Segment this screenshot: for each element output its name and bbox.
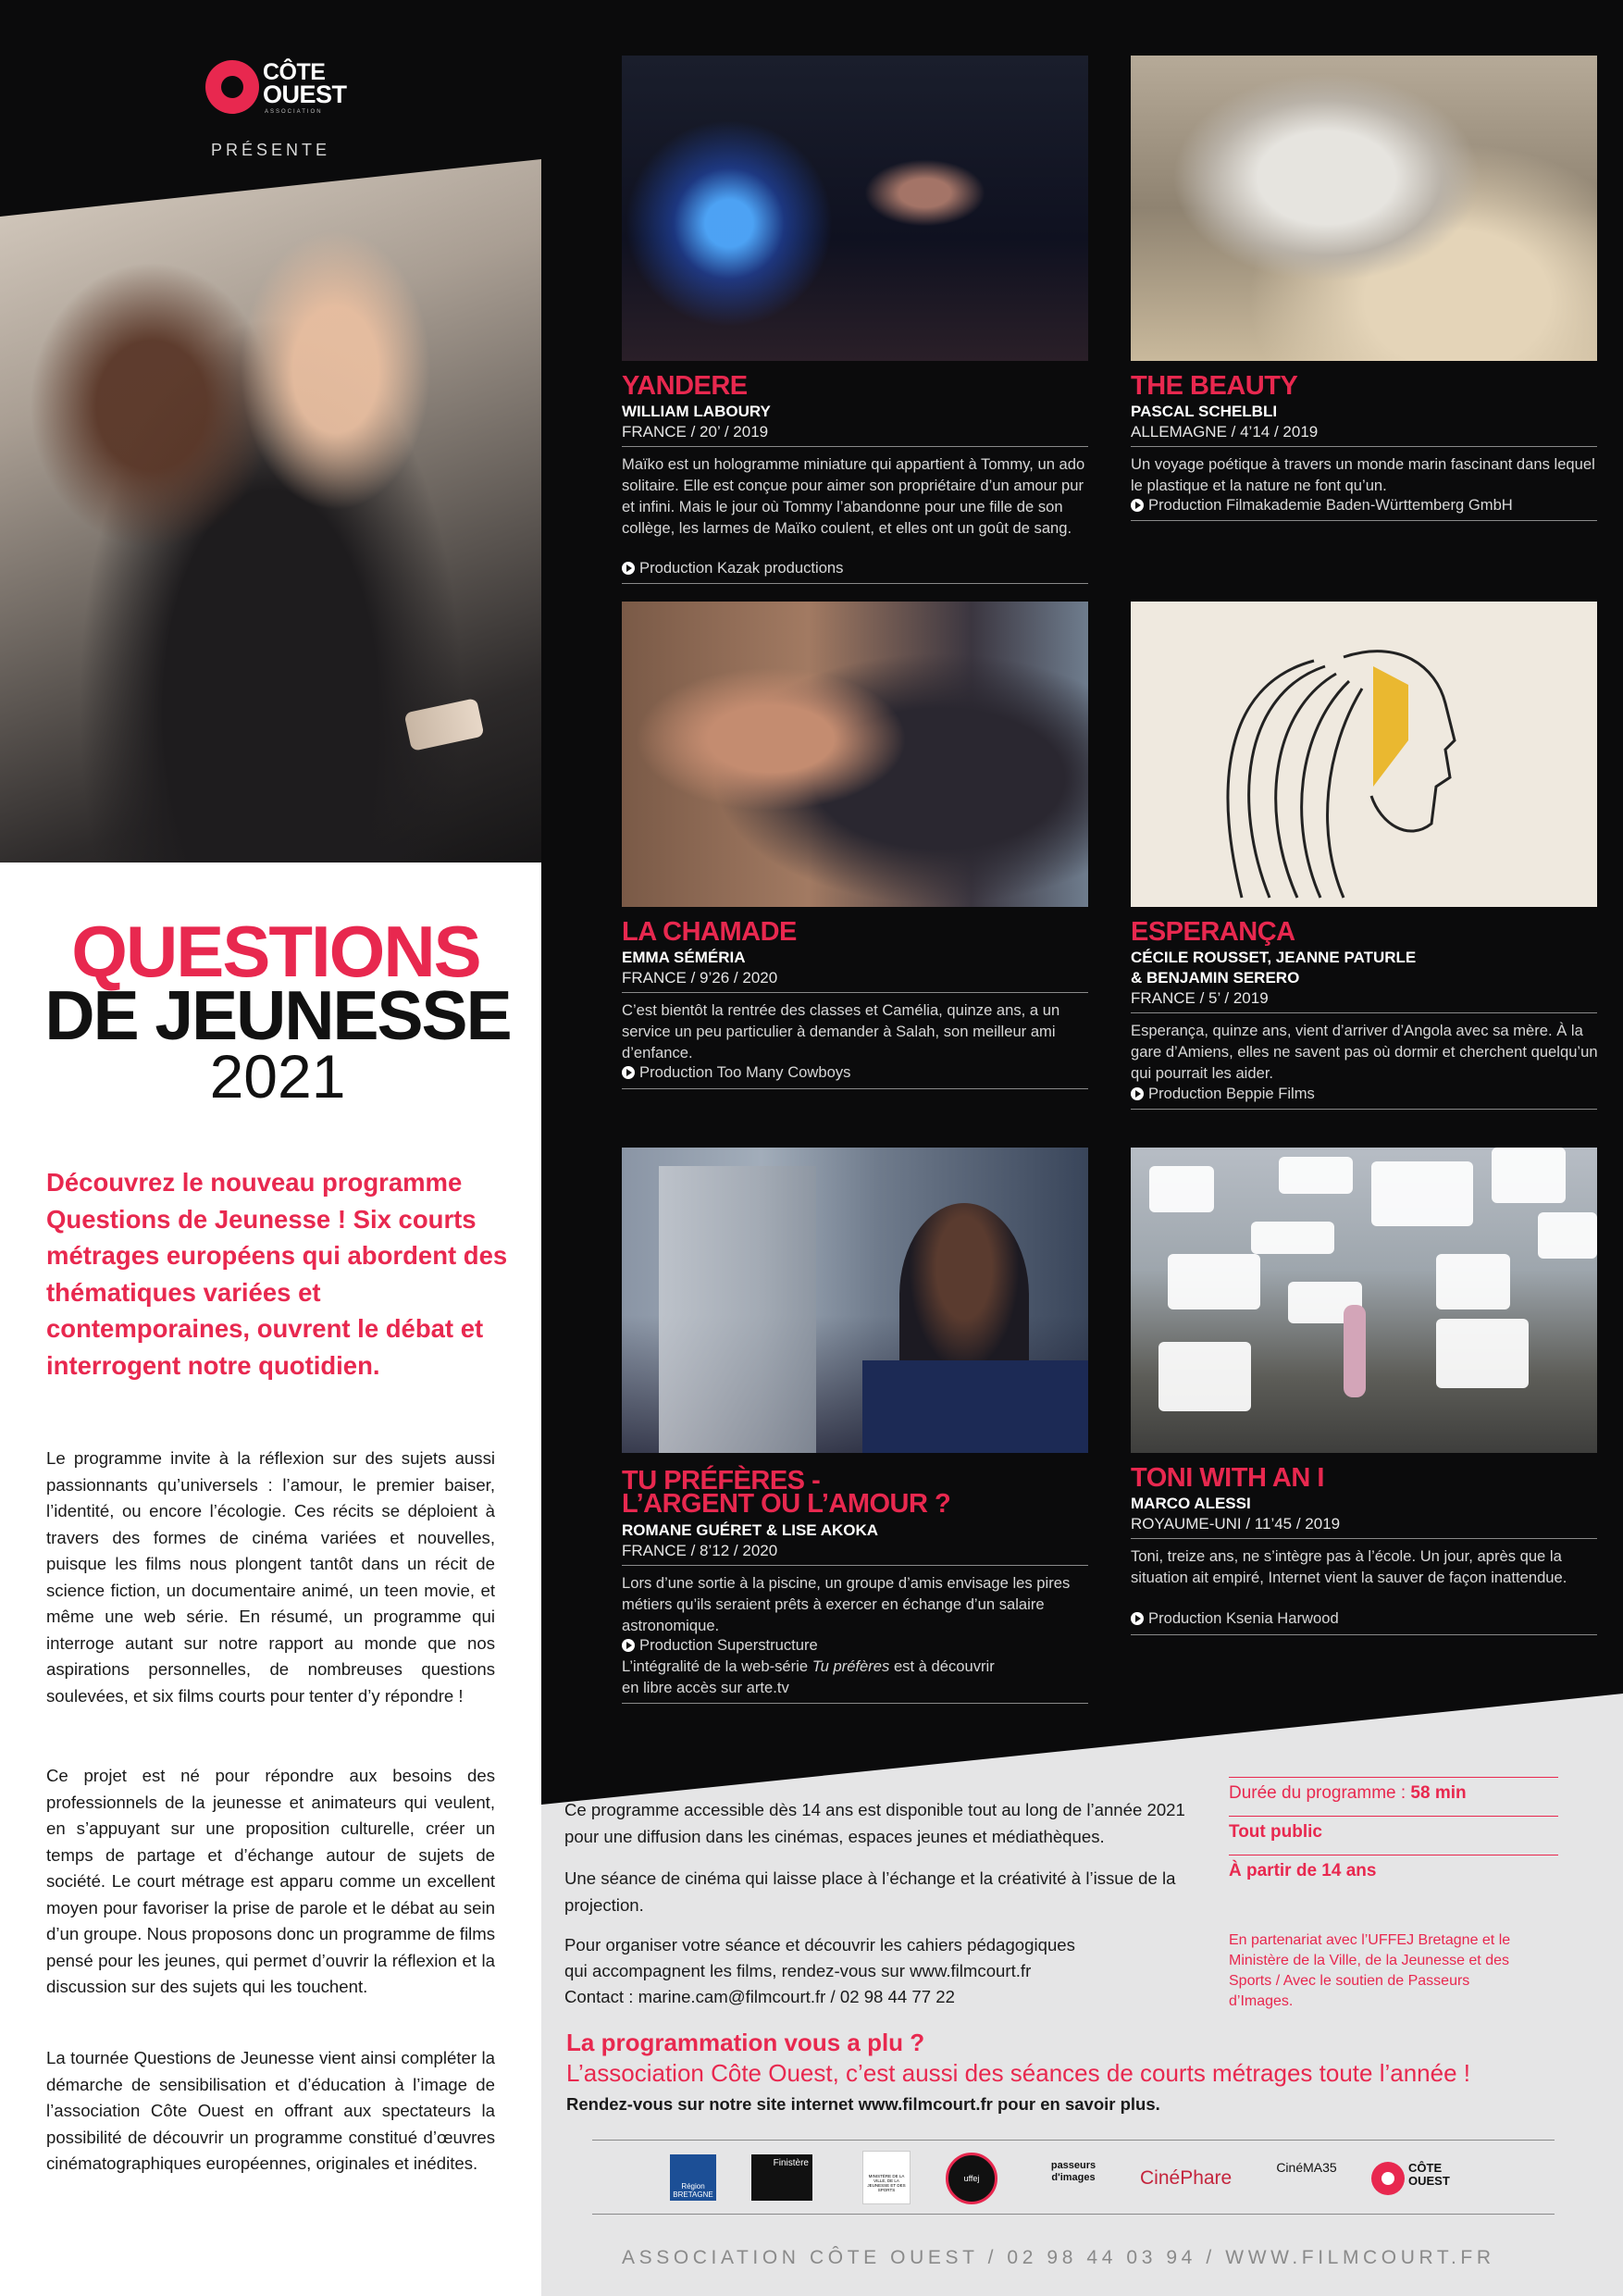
film-rule [622,992,1088,993]
info-paragraph-3b: qui accompagnent les films, rendez-vous sur www.filmcourt.fr [564,1961,1032,1980]
film-director-toni-with-an-i: MARCO ALESSI [1131,1495,1251,1512]
film-meta-yandere: FRANCE / 20’ / 2019 [622,423,769,441]
logo-passeurs-images: passeurs d'images [1050,2160,1096,2183]
film-prod-esperanca: Production Beppie Films [1131,1083,1315,1104]
title-year: 2021 [209,1042,346,1111]
age-row: À partir de 14 ans [1229,1855,1558,1881]
film-meta-la-chamade: FRANCE / 9’26 / 2020 [622,969,778,987]
film-still-la-chamade [622,602,1088,907]
cote-ouest-logo-mark [205,60,259,114]
title-de-jeunesse: DE JEUNESSE [44,976,511,1054]
logo-finistere: Finistère [751,2154,812,2201]
body-paragraph-1: Le programme invite à la réflexion sur des sujets aussi passionnants qu’universels : l’amour, le premier baiser, l’identité, ou encore l’écologie. Ces récits se déploient à travers des formes de cinéma variées et nouvelles, puisque les films nous plongent tantôt dans un récit de science fiction, un documentaire animé, un teen movie, et même une web série. En résumé, un programme qui interroge autant sur notre rapport au monde que nos aspirations personnelles, de nombreuses questions soulevées, et six films courts pour tenter d’y répondre ! [46,1448,495,1706]
promo-answer: L’association Côte Ouest, c’est aussi des séances de courts métrages toute l’année ! [566,2059,1470,2087]
film-still-yandere [622,56,1088,361]
film-prod-the-beauty: Production Filmakademie Baden-Württemberg GmbH [1131,494,1513,515]
film-rule [1131,446,1597,447]
film-rule [1131,520,1597,521]
partner-logos [648,2147,1518,2221]
film-director-la-chamade: EMMA SÉMÉRIA [622,949,746,966]
info-paragraph-3a: Pour organiser votre séance et découvrir les cahiers pédagogiques [564,1935,1075,1955]
contact-line: Contact : marine.cam@filmcourt.fr / 02 98 44 77 22 [564,1987,955,2006]
film-director-tu-preferes: ROMANE GUÉRET & LISE AKOKA [622,1521,879,1539]
play-icon [1131,1087,1144,1100]
film-desc-tu-preferes: Lors d’une sortie à la piscine, un groupe d’amis envisage les pires métiers qu’ils seraient prêts à exercer en échange d’un salaire astronomique. [622,1574,1071,1634]
duration-row: Durée du programme : 58 min [1229,1777,1558,1804]
film-rule [1131,1109,1597,1110]
film-still-the-beauty [1131,56,1597,361]
public-row: Tout public [1229,1816,1558,1843]
film-desc-la-chamade: C’est bientôt la rentrée des classes et Camélia, quinze ans, a un service un peu particulier à demander à Salah, son meilleur ami d’enfance. [622,1001,1060,1061]
logo-ministere: MINISTÈRE DE LA VILLE, DE LA JEUNESSE ET DES SPORTS [862,2151,911,2204]
film-rule [622,1565,1088,1566]
logo-sub: ASSOCIATION [265,109,323,115]
film-title-tu-preferes-2: L’ARGENT OU L’AMOUR ? [622,1489,951,1519]
info-paragraph-2: Une séance de cinéma qui laisse place à l’échange et la créativité à l’issue de la projection. [564,1868,1176,1915]
film-director-esperanca-2: & BENJAMIN SERERO [1131,969,1300,987]
film-rule [622,446,1088,447]
film-desc-toni-with-an-i: Toni, treize ans, ne s’intègre pas à l’école. Un jour, après que la situation ait empiré, Internet vient la sauver de façon inattendue. [1131,1547,1567,1586]
film-title-yandere: YANDERE [622,371,748,401]
film-director-the-beauty: PASCAL SCHELBLI [1131,403,1278,420]
film-rule [1131,1012,1597,1013]
body-paragraph-2: Ce projet est né pour répondre aux besoins des professionnels de la jeunesse et animateurs qui veulent, en s’appuyant sur une proposition culturelle, créer un temps de partage et d’échange autour de sujets de société. Le court métrage est apparu comme un excellent moyen pour favoriser la prise de parole et le débat au sein d’un groupe. Nous proposons donc un programme de films pensé pour les jeunes, qui permet d’ouvrir la réflexion et la discussion sur des sujets qui les touchent. [46,1766,495,1996]
film-meta-esperanca: FRANCE / 5’ / 2019 [1131,989,1269,1007]
logo-line2: OUEST [263,81,347,108]
play-icon [622,562,635,575]
film-prod-la-chamade: Production Too Many Cowboys [622,1061,850,1083]
film-desc-esperanca: Esperança, quinze ans, vient d’arriver d’Angola avec sa mère. À la gare d’Amiens, elles ne savent pas où dormir et cherchent quelqu’un qui pourrait les aider. [1131,1022,1598,1082]
film-title-esperanca: ESPERANÇA [1131,917,1295,947]
film-rule [622,1703,1088,1704]
film-director-yandere: WILLIAM LABOURY [622,403,771,420]
promo-question: La programmation vous a plu ? [566,2029,925,2056]
film-title-the-beauty: THE BEAUTY [1131,371,1298,401]
promo-link-text: Rendez-vous sur notre site internet www.filmcourt.fr pour en savoir plus. [566,2094,1160,2114]
portrait-drawing [1131,602,1597,907]
film-rule [622,583,1088,584]
film-title-toni-with-an-i: TONI WITH AN I [1131,1463,1324,1493]
film-meta-tu-preferes: FRANCE / 8’12 / 2020 [622,1542,778,1559]
film-still-tu-preferes [622,1148,1088,1453]
logo-line1: CÔTE [263,59,326,85]
lead-text: Découvrez le nouveau programme Questions de Jeunesse ! Six courts métrages européens qui abordent des thématiques variées et contemporaines, ouvrent le débat et interrogent notre quotidien. [46,1168,508,1380]
logo-region-bretagne: Région BRETAGNE [670,2154,716,2201]
film-prod-yandere: Production Kazak productions [622,557,843,578]
partner-text: En partenariat avec l’UFFEJ Bretagne et le Ministère de la Ville, de la Jeunesse et des Sports / Avec le soutien de Passeurs d’Images. [1229,1932,1511,2009]
film-rule [1131,1634,1597,1635]
logo-cote-ouest-small: CÔTE OUEST [1371,2158,1460,2199]
logo-cinephare: CinéPhare [1140,2167,1233,2189]
film-rule [622,1088,1088,1089]
hero-photo [0,159,541,863]
play-icon [622,1066,635,1079]
presente-label: PRÉSENTE [211,141,331,159]
film-extra-tu-preferes: L’intégralité de la web-série Tu préfères est à découvrir [622,1657,995,1675]
film-desc-yandere: Maïko est un hologramme miniature qui appartient à Tommy, un ado solitaire. Elle est conçue pour aimer son propriétaire d’un amour pur et infini. Mais le jour où Tommy l’abandonne pour une fille de son collège, les larmes de Maïko coulent, et elles ont un goût de sang. [622,455,1085,537]
film-meta-the-beauty: ALLEMAGNE / 4’14 / 2019 [1131,423,1319,441]
film-prod-tu-preferes: Production Superstructure [622,1634,818,1656]
film-prod-toni-with-an-i: Production Ksenia Harwood [1131,1607,1339,1629]
play-icon [622,1639,635,1652]
film-title-la-chamade: LA CHAMADE [622,917,797,947]
film-meta-toni-with-an-i: ROYAUME-UNI / 11’45 / 2019 [1131,1515,1341,1533]
film-rule [1131,1538,1597,1539]
logo-cinema35: CinéMA35 [1276,2160,1337,2175]
play-icon [1131,1612,1144,1625]
phone-shape [404,698,485,751]
title-questions: QUESTIONS [71,911,480,992]
info-paragraph-1: Ce programme accessible dès 14 ans est disponible tout au long de l’année 2021 pour une diffusion dans les cinémas, espaces jeunes et médiathèques. [564,1800,1185,1846]
play-icon [1131,499,1144,512]
film-extra-tu-preferes-2: en libre accès sur arte.tv [622,1679,789,1696]
film-title-tu-preferes: TU PRÉFÈRES - [622,1466,821,1496]
film-still-esperanca [1131,602,1597,907]
film-director-esperanca: CÉCILE ROUSSET, JEANNE PATURLE [1131,949,1417,966]
body-paragraph-3: La tournée Questions de Jeunesse vient ainsi compléter la démarche de sensibilisation et d’éducation à l’image de l’association Côte Ouest en offrant aux spectateurs la possibilité de découvrir un programme constitué d’œuvres cinématographiques européennes, originales et inédites. [46,2048,495,2173]
divider [592,2140,1555,2141]
footer-contact: ASSOCIATION CÔTE OUEST / 02 98 44 03 94 / WWW.FILMCOURT.FR [622,2247,1495,2268]
logo-uffej: uffej [946,2153,997,2204]
film-desc-the-beauty: Un voyage poétique à travers un monde marin fascinant dans lequel le plastique et la nature ne font qu’un. [1131,455,1595,494]
film-still-toni-with-an-i [1131,1148,1597,1453]
